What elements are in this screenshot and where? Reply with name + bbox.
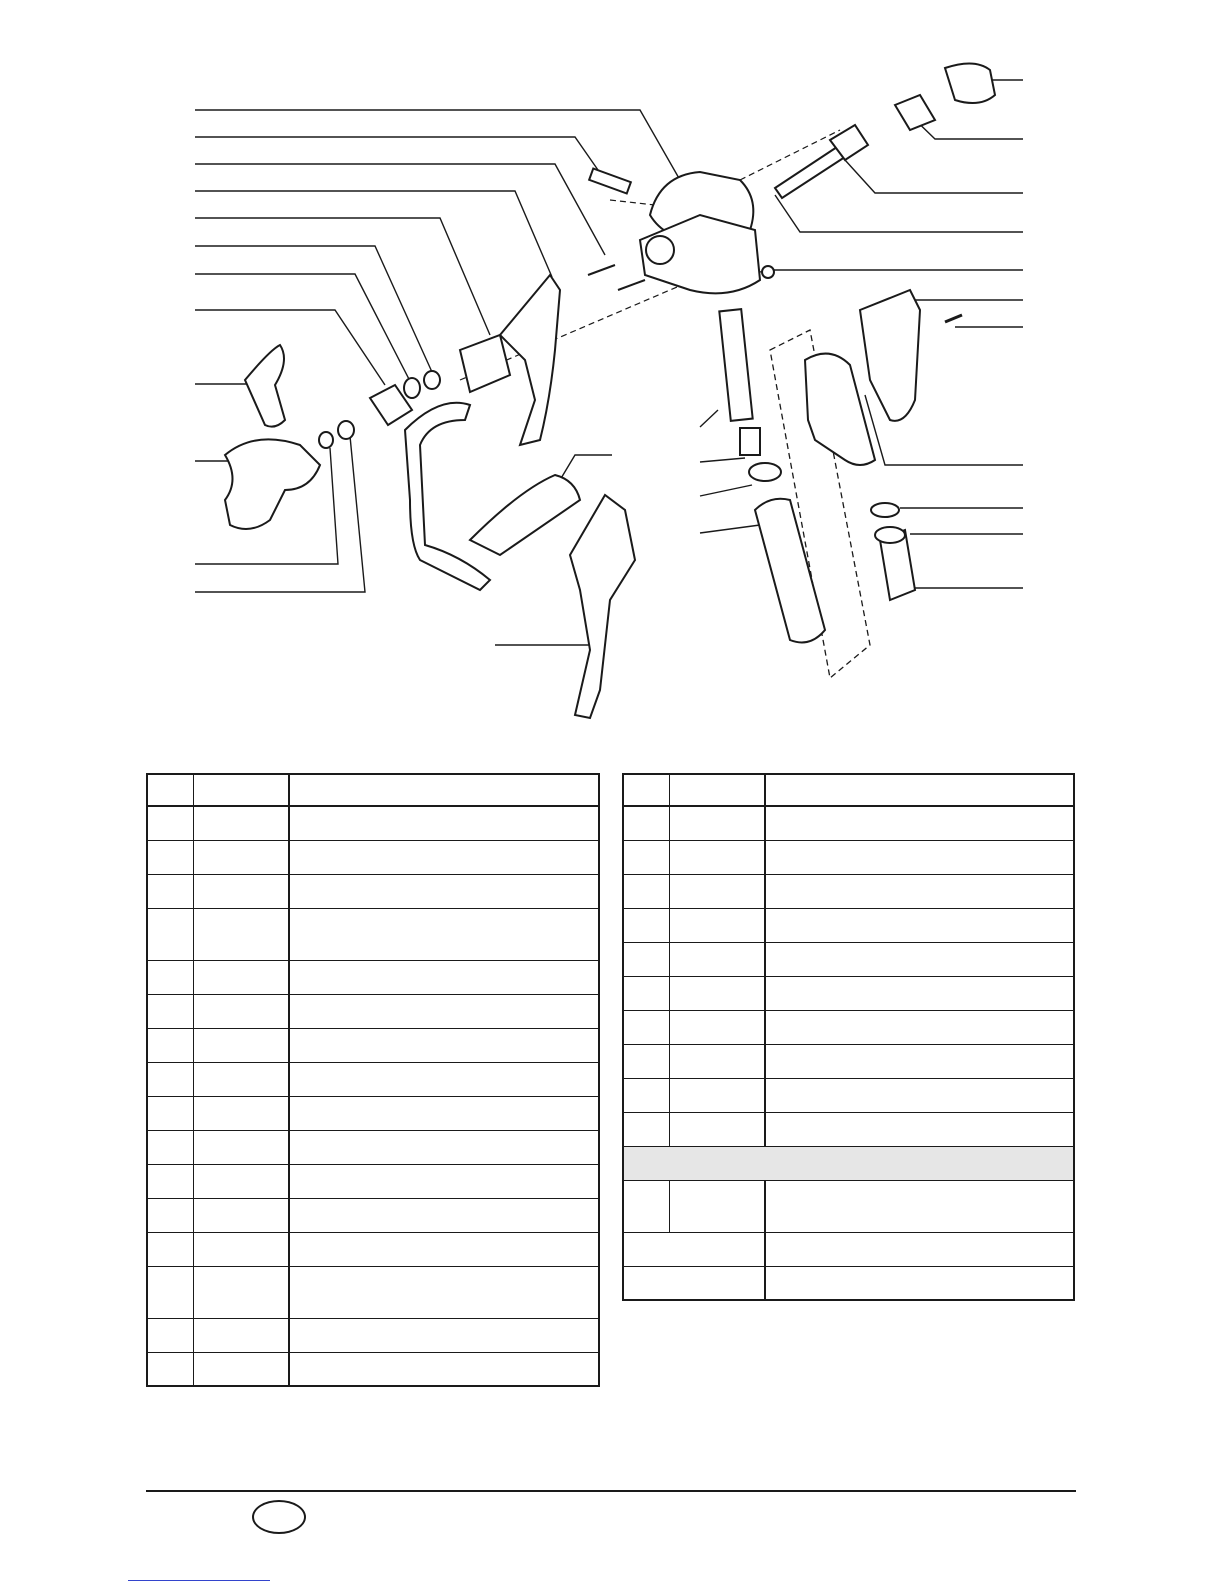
table-cell — [289, 874, 599, 908]
leader-line — [775, 195, 1023, 232]
table-row — [623, 1078, 1074, 1112]
table-cell — [147, 960, 193, 994]
trigger-alt-part — [570, 495, 635, 718]
table-cell — [147, 908, 193, 960]
table-row — [147, 1266, 599, 1318]
table-cell — [765, 1010, 1074, 1044]
table-cell — [147, 1352, 193, 1386]
table-cell — [289, 994, 599, 1028]
leader-line — [195, 110, 680, 180]
table-cell — [289, 1318, 599, 1352]
table-cell — [147, 874, 193, 908]
table-cell — [289, 1130, 599, 1164]
trigger-guard-part — [405, 403, 490, 590]
table-cell — [147, 1096, 193, 1130]
table-row — [147, 1198, 599, 1232]
table-cell — [765, 1112, 1074, 1146]
valve-needle-part — [775, 145, 848, 198]
table-cell — [289, 960, 599, 994]
wrench-tool-part — [470, 475, 580, 555]
gun-body-port — [646, 236, 674, 264]
table-cell — [193, 1352, 289, 1386]
table-cell — [289, 840, 599, 874]
table-row — [623, 976, 1074, 1010]
table-cell — [669, 840, 765, 874]
table-cell — [193, 1164, 289, 1198]
table-cell — [289, 1164, 599, 1198]
table-cell — [289, 908, 599, 960]
table-cell — [623, 774, 669, 806]
table-cell — [669, 774, 765, 806]
table-cell — [289, 806, 599, 840]
table-cell — [623, 1146, 1074, 1180]
table-cell — [623, 942, 669, 976]
seal-part — [338, 421, 354, 439]
table-cell — [147, 1062, 193, 1096]
leader-line — [195, 191, 552, 277]
ring-part — [424, 371, 440, 389]
table-cell — [765, 1044, 1074, 1078]
table-cell — [669, 942, 765, 976]
table-row — [623, 1044, 1074, 1078]
table-cell — [193, 1062, 289, 1096]
table-cell — [623, 908, 669, 942]
table-cell — [193, 806, 289, 840]
table-row — [147, 1232, 599, 1266]
table-cell — [147, 806, 193, 840]
leader-line — [700, 525, 760, 533]
leader-line — [195, 274, 412, 385]
table-cell — [289, 1198, 599, 1232]
table-cell — [765, 1266, 1074, 1300]
table-row — [147, 874, 599, 908]
table-cell — [623, 874, 669, 908]
table-cell — [147, 1232, 193, 1266]
table-cell — [147, 1130, 193, 1164]
table-cell — [289, 1232, 599, 1266]
table-row — [147, 960, 599, 994]
table-row — [147, 908, 599, 960]
table-cell — [765, 774, 1074, 806]
table-row — [147, 994, 599, 1028]
table-cell — [193, 1232, 289, 1266]
table-cell — [765, 976, 1074, 1010]
leader-line — [195, 310, 385, 385]
table-row — [623, 1266, 1074, 1300]
table-cell — [765, 806, 1074, 840]
rod-part — [618, 280, 645, 290]
table-cell — [765, 1232, 1074, 1266]
table-cell — [765, 942, 1074, 976]
parts-table-left — [146, 773, 600, 1387]
table-cell — [193, 1130, 289, 1164]
table-row — [623, 1112, 1074, 1146]
table-row — [623, 942, 1074, 976]
table-cell — [669, 874, 765, 908]
leader-line — [195, 246, 432, 372]
table-cell — [147, 994, 193, 1028]
table-cell — [193, 874, 289, 908]
table-row — [623, 806, 1074, 840]
table-cell — [623, 1180, 669, 1232]
table-cell — [193, 840, 289, 874]
table-cell — [623, 840, 669, 874]
parts — [225, 63, 995, 718]
leader-line — [700, 485, 752, 496]
table-cell — [765, 874, 1074, 908]
ring-part — [871, 503, 899, 517]
table-row — [147, 1096, 599, 1130]
table-row — [147, 774, 599, 806]
table-cell — [289, 1266, 599, 1318]
leader-line — [560, 455, 612, 480]
exploded-view-diagram — [0, 0, 1225, 750]
table-cell — [193, 1266, 289, 1318]
table-row — [623, 874, 1074, 908]
handle-part — [755, 499, 825, 643]
table-cell — [147, 1028, 193, 1062]
table-cell — [193, 1318, 289, 1352]
table-cell — [193, 1028, 289, 1062]
table-cell — [289, 1096, 599, 1130]
table-cell — [147, 1164, 193, 1198]
filter-part — [719, 309, 752, 421]
table-row — [623, 1232, 1074, 1266]
table-cell — [669, 1010, 765, 1044]
table-cell — [193, 1198, 289, 1232]
reversible-tip-part — [245, 345, 285, 427]
table-cell — [147, 1198, 193, 1232]
table-cell — [669, 1112, 765, 1146]
table-row — [623, 908, 1074, 942]
table-cell — [289, 1352, 599, 1386]
table-cell — [669, 806, 765, 840]
table-cell — [147, 774, 193, 806]
grip-cover-part — [860, 290, 920, 421]
table-row — [623, 1010, 1074, 1044]
table-row — [147, 806, 599, 840]
table-row — [623, 774, 1074, 806]
table-cell — [147, 1318, 193, 1352]
ring-part — [404, 378, 420, 398]
pin-part — [589, 169, 631, 194]
table-cell — [623, 1232, 765, 1266]
table-cell — [623, 1078, 669, 1112]
tip-guard-part — [225, 439, 320, 529]
table-cell — [669, 908, 765, 942]
leader-line — [195, 218, 490, 335]
table-cell — [193, 994, 289, 1028]
footer-rule — [146, 1490, 1076, 1492]
trigger-part — [500, 275, 560, 445]
screw-part — [762, 266, 774, 278]
table-cell — [765, 1078, 1074, 1112]
leader-line — [845, 160, 1023, 193]
table-cell — [289, 1062, 599, 1096]
grip-part — [805, 354, 875, 465]
table-cell — [147, 1266, 193, 1318]
table-row — [623, 1180, 1074, 1232]
language-badge — [252, 1500, 306, 1534]
bottom-link-underline[interactable] — [128, 1580, 270, 1581]
table-row — [147, 1318, 599, 1352]
table-row — [147, 1352, 599, 1386]
table-cell — [623, 1112, 669, 1146]
table-cell — [623, 806, 669, 840]
table-cell — [623, 1044, 669, 1078]
table-cell — [289, 1028, 599, 1062]
table-cell — [193, 960, 289, 994]
table-cell — [193, 908, 289, 960]
leader-line — [700, 410, 718, 427]
washer-part — [749, 463, 781, 481]
table-row — [147, 840, 599, 874]
table-cell — [623, 1010, 669, 1044]
tip-housing-part — [460, 335, 510, 392]
seal-part — [319, 432, 333, 448]
parts-table-right — [622, 773, 1075, 1301]
spring-part — [740, 428, 760, 455]
table-row — [147, 1164, 599, 1198]
rod-part — [588, 265, 615, 275]
table-row — [623, 840, 1074, 874]
cap-part — [945, 63, 995, 103]
table-row — [147, 1062, 599, 1096]
leader-line — [195, 137, 598, 170]
leader-line — [195, 164, 605, 255]
table-row — [147, 1130, 599, 1164]
table-cell — [193, 774, 289, 806]
table-cell — [147, 840, 193, 874]
table-cell — [765, 908, 1074, 942]
leader-line — [700, 458, 745, 462]
table-cell — [765, 1180, 1074, 1232]
table-cell — [669, 1180, 765, 1232]
leader-line — [760, 270, 1023, 272]
table-cell — [623, 976, 669, 1010]
table-cell — [669, 1078, 765, 1112]
ring-part — [875, 527, 905, 543]
table-row — [147, 1028, 599, 1062]
table-cell — [765, 840, 1074, 874]
spring-part — [895, 95, 935, 130]
table-cell — [193, 1096, 289, 1130]
table-cell — [669, 976, 765, 1010]
table-cell — [669, 1044, 765, 1078]
screw-part — [945, 315, 962, 322]
table-cell — [623, 1266, 765, 1300]
section-header-row — [623, 1146, 1074, 1180]
table-cell — [289, 774, 599, 806]
